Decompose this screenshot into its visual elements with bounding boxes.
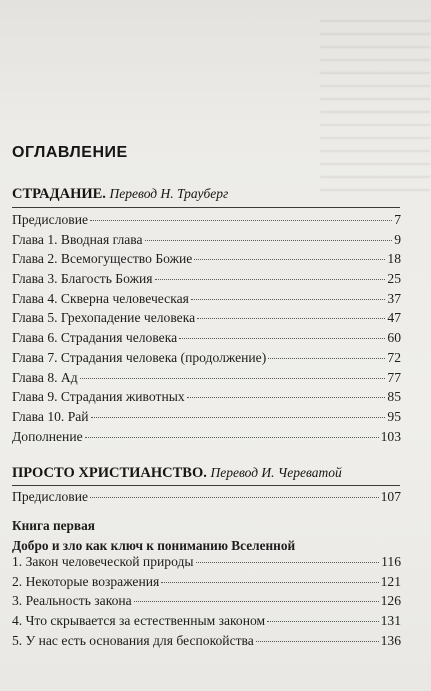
- toc-entry-page: 126: [380, 593, 401, 609]
- toc-entry-page: 107: [380, 489, 401, 504]
- section-title-mere-christianity: [12, 465, 342, 482]
- toc-entry: [12, 310, 401, 330]
- toc-entry-page: 7: [394, 212, 401, 227]
- toc-entry: [12, 489, 401, 509]
- toc-entry: [12, 271, 401, 291]
- toc-entry-page: 25: [387, 271, 401, 287]
- dot-leader: [191, 299, 386, 300]
- dot-leader: [91, 417, 386, 418]
- toc-entry-page: 9: [394, 231, 401, 247]
- dot-leader: [256, 641, 379, 642]
- dot-leader: [90, 497, 379, 498]
- toc-entry-label: Предисловие: [12, 212, 89, 227]
- section-title-suffering: [12, 186, 228, 203]
- toc-entry: [12, 251, 401, 271]
- dot-leader: [196, 562, 380, 563]
- section-translator: Перевод Н. Трауберг: [109, 186, 229, 201]
- section-name: СТРАДАНИЕ.: [12, 186, 106, 202]
- toc-heading: ОГЛАВЛЕНИЕ: [12, 144, 128, 161]
- toc-entry-page: 72: [387, 349, 401, 365]
- toc-list-mere-christianity: [12, 489, 401, 509]
- toc-list-suffering: [12, 212, 401, 448]
- toc-entry-label: 1. Закон человеческой природы: [12, 554, 194, 569]
- toc-entry-label: 5. У нас есть основания для беспокойства: [12, 632, 254, 648]
- dot-leader: [197, 318, 385, 319]
- toc-entry-page: 95: [387, 408, 401, 424]
- toc-entry-page: 37: [387, 290, 401, 306]
- toc-entry-label: Глава 4. Скверна человеческая: [12, 290, 189, 306]
- toc-entry: [12, 370, 401, 390]
- dot-leader: [145, 240, 393, 241]
- toc-entry-page: 18: [387, 251, 401, 267]
- book-subtitle: Добро и зло как ключ к пониманию Вселенной: [12, 538, 296, 553]
- toc-list-book-one: [12, 554, 401, 652]
- section-rule: [12, 207, 400, 208]
- toc-entry-label: Глава 2. Всемогущество Божие: [12, 251, 193, 267]
- toc-entry-label: Глава 9. Страдания животных: [12, 389, 185, 405]
- toc-entry: [12, 429, 401, 449]
- dot-leader: [134, 601, 379, 602]
- toc-entry: [12, 330, 401, 350]
- section-rule: [12, 485, 400, 486]
- toc-entry-page: 136: [380, 632, 401, 648]
- toc-entry-label: Глава 8. Ад: [12, 369, 78, 385]
- toc-entry-page: 85: [387, 389, 401, 405]
- toc-entry-page: 60: [387, 330, 401, 346]
- toc-entry-label: Глава 7. Страдания человека (продолжение): [12, 349, 267, 365]
- dot-leader: [155, 279, 386, 280]
- section-name: ПРОСТО ХРИСТИАНСТВО.: [12, 465, 207, 481]
- toc-entry: [12, 350, 401, 370]
- toc-entry-page: 77: [387, 369, 401, 385]
- toc-entry: [12, 409, 401, 429]
- toc-entry-label: 3. Реальность закона: [12, 593, 132, 609]
- toc-entry-label: Глава 10. Рай: [12, 408, 89, 424]
- toc-entry: [12, 232, 401, 252]
- book-title: Книга первая: [12, 518, 95, 533]
- toc-entry: [12, 593, 401, 613]
- dot-leader: [267, 621, 378, 622]
- show-through-text: [320, 20, 430, 200]
- toc-entry-page: 47: [387, 310, 401, 326]
- toc-entry-page: 103: [380, 428, 401, 444]
- toc-entry-label: 4. Что скрывается за естественным законом: [12, 613, 266, 629]
- toc-entry: [12, 291, 401, 311]
- toc-entry: [12, 574, 401, 594]
- toc-entry-label: Глава 5. Грехопадение человека: [12, 310, 196, 326]
- toc-entry-label: Глава 6. Страдания человека: [12, 330, 178, 346]
- toc-entry-page: 121: [380, 573, 401, 589]
- toc-entry-label: Предисловие: [12, 489, 89, 504]
- section-translator: Перевод И. Череватой: [210, 465, 342, 480]
- dot-leader: [85, 437, 379, 438]
- dot-leader: [194, 259, 385, 260]
- dot-leader: [80, 378, 386, 379]
- toc-entry: [12, 212, 401, 232]
- toc-entry: [12, 554, 401, 574]
- dot-leader: [90, 220, 392, 221]
- toc-entry-page: 131: [380, 613, 401, 629]
- dot-leader: [161, 582, 378, 583]
- toc-entry-page: 116: [381, 554, 401, 569]
- toc-entry-label: 2. Некоторые возражения: [12, 573, 160, 589]
- toc-entry-label: Дополнение: [12, 428, 83, 444]
- dot-leader: [187, 397, 386, 398]
- dot-leader: [179, 338, 385, 339]
- toc-entry-label: Глава 3. Благость Божия: [12, 271, 153, 287]
- toc-entry-label: Глава 1. Вводная глава: [12, 231, 143, 247]
- toc-entry: [12, 389, 401, 409]
- toc-entry: [12, 633, 401, 653]
- toc-entry: [12, 613, 401, 633]
- dot-leader: [268, 358, 385, 359]
